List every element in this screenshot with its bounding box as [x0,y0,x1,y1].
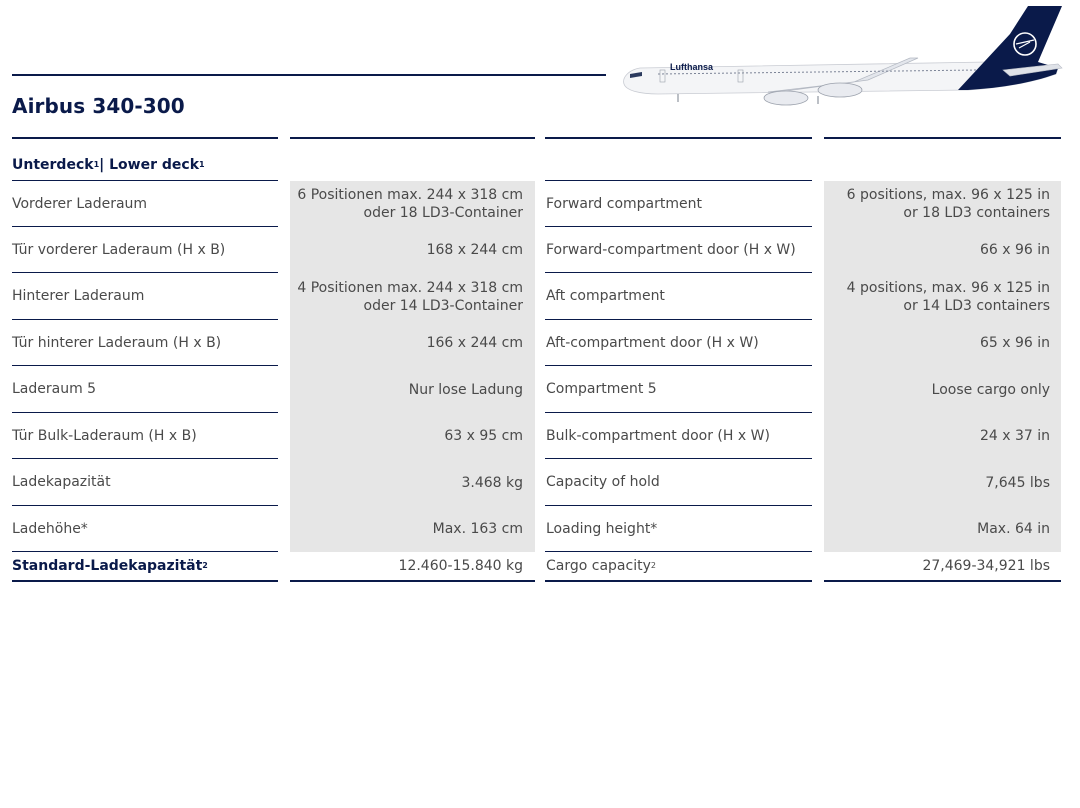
en-value: 24 x 37 in [824,413,1061,459]
table-row [0,366,1080,413]
table-row [0,506,1080,552]
de-label: Tür hinterer Laderaum (H x B) [12,320,278,366]
en-label: Bulk-compartment door (H x W) [545,413,812,459]
section-header-en: | Lower deck [99,157,199,173]
total-row [0,552,1080,582]
table-row [0,273,1080,320]
section-header-spacer-4 [824,150,1061,181]
table-row [0,181,1080,227]
section-header-row [0,150,1080,181]
de-value: 3.468 kg [290,459,535,506]
aircraft-illustration [618,4,1066,108]
en-value: 65 x 96 in [824,320,1061,366]
page-title: Airbus 340-300 [12,94,185,118]
header-rule [12,74,606,76]
section-header-de: Unterdeck [12,157,94,173]
de-value: Max. 163 cm [290,506,535,552]
en-label: Loading height* [545,506,812,552]
de-label: Vorderer Laderaum [12,181,278,227]
en-label: Compartment 5 [545,366,812,413]
total-en-value: 27,469-34,921 lbs [824,552,1061,582]
de-value: 6 Positionen max. 244 x 318 cm oder 18 LD3-Container [290,181,535,227]
table-row [0,227,1080,273]
de-value: 63 x 95 cm [290,413,535,459]
en-value: 66 x 96 in [824,227,1061,273]
de-value: 4 Positionen max. 244 x 318 cm oder 14 LD3-Container [290,273,535,320]
en-label: Aft compartment [545,273,812,320]
column-rule-3 [545,137,812,139]
section-header-spacer-2 [290,150,535,181]
en-label: Forward-compartment door (H x W) [545,227,812,273]
de-label: Laderaum 5 [12,366,278,413]
de-label: Hinterer Laderaum [12,273,278,320]
de-value: Nur lose Ladung [290,366,535,413]
de-label: Tür vorderer Laderaum (H x B) [12,227,278,273]
total-de-value: 12.460-15.840 kg [290,552,535,582]
en-label: Forward compartment [545,181,812,227]
en-label: Capacity of hold [545,459,812,506]
de-label: Ladehöhe* [12,506,278,552]
en-value: Loose cargo only [824,366,1061,413]
en-value: 6 positions, max. 96 x 125 in or 18 LD3 containers [824,181,1061,227]
de-value: 166 x 244 cm [290,320,535,366]
de-label: Ladekapazität [12,459,278,506]
total-de-label: Standard-Ladekapazität 2 [12,552,278,582]
de-value: 168 x 244 cm [290,227,535,273]
column-rule-2 [290,137,535,139]
en-label: Aft-compartment door (H x W) [545,320,812,366]
de-label: Tür Bulk-Laderaum (H x B) [12,413,278,459]
section-header: Unterdeck 1 | Lower deck 1 [12,150,278,181]
table-row [0,413,1080,459]
section-header-spacer-3 [545,150,812,181]
column-rule-4 [824,137,1061,139]
column-rule-1 [12,137,278,139]
livery-text: Lufthansa [670,62,714,72]
en-value: Max. 64 in [824,506,1061,552]
table-row [0,320,1080,366]
en-value: 4 positions, max. 96 x 125 in or 14 LD3 containers [824,273,1061,320]
en-value: 7,645 lbs [824,459,1061,506]
total-en-label: Cargo capacity 2 [545,552,812,582]
table-row [0,459,1080,506]
